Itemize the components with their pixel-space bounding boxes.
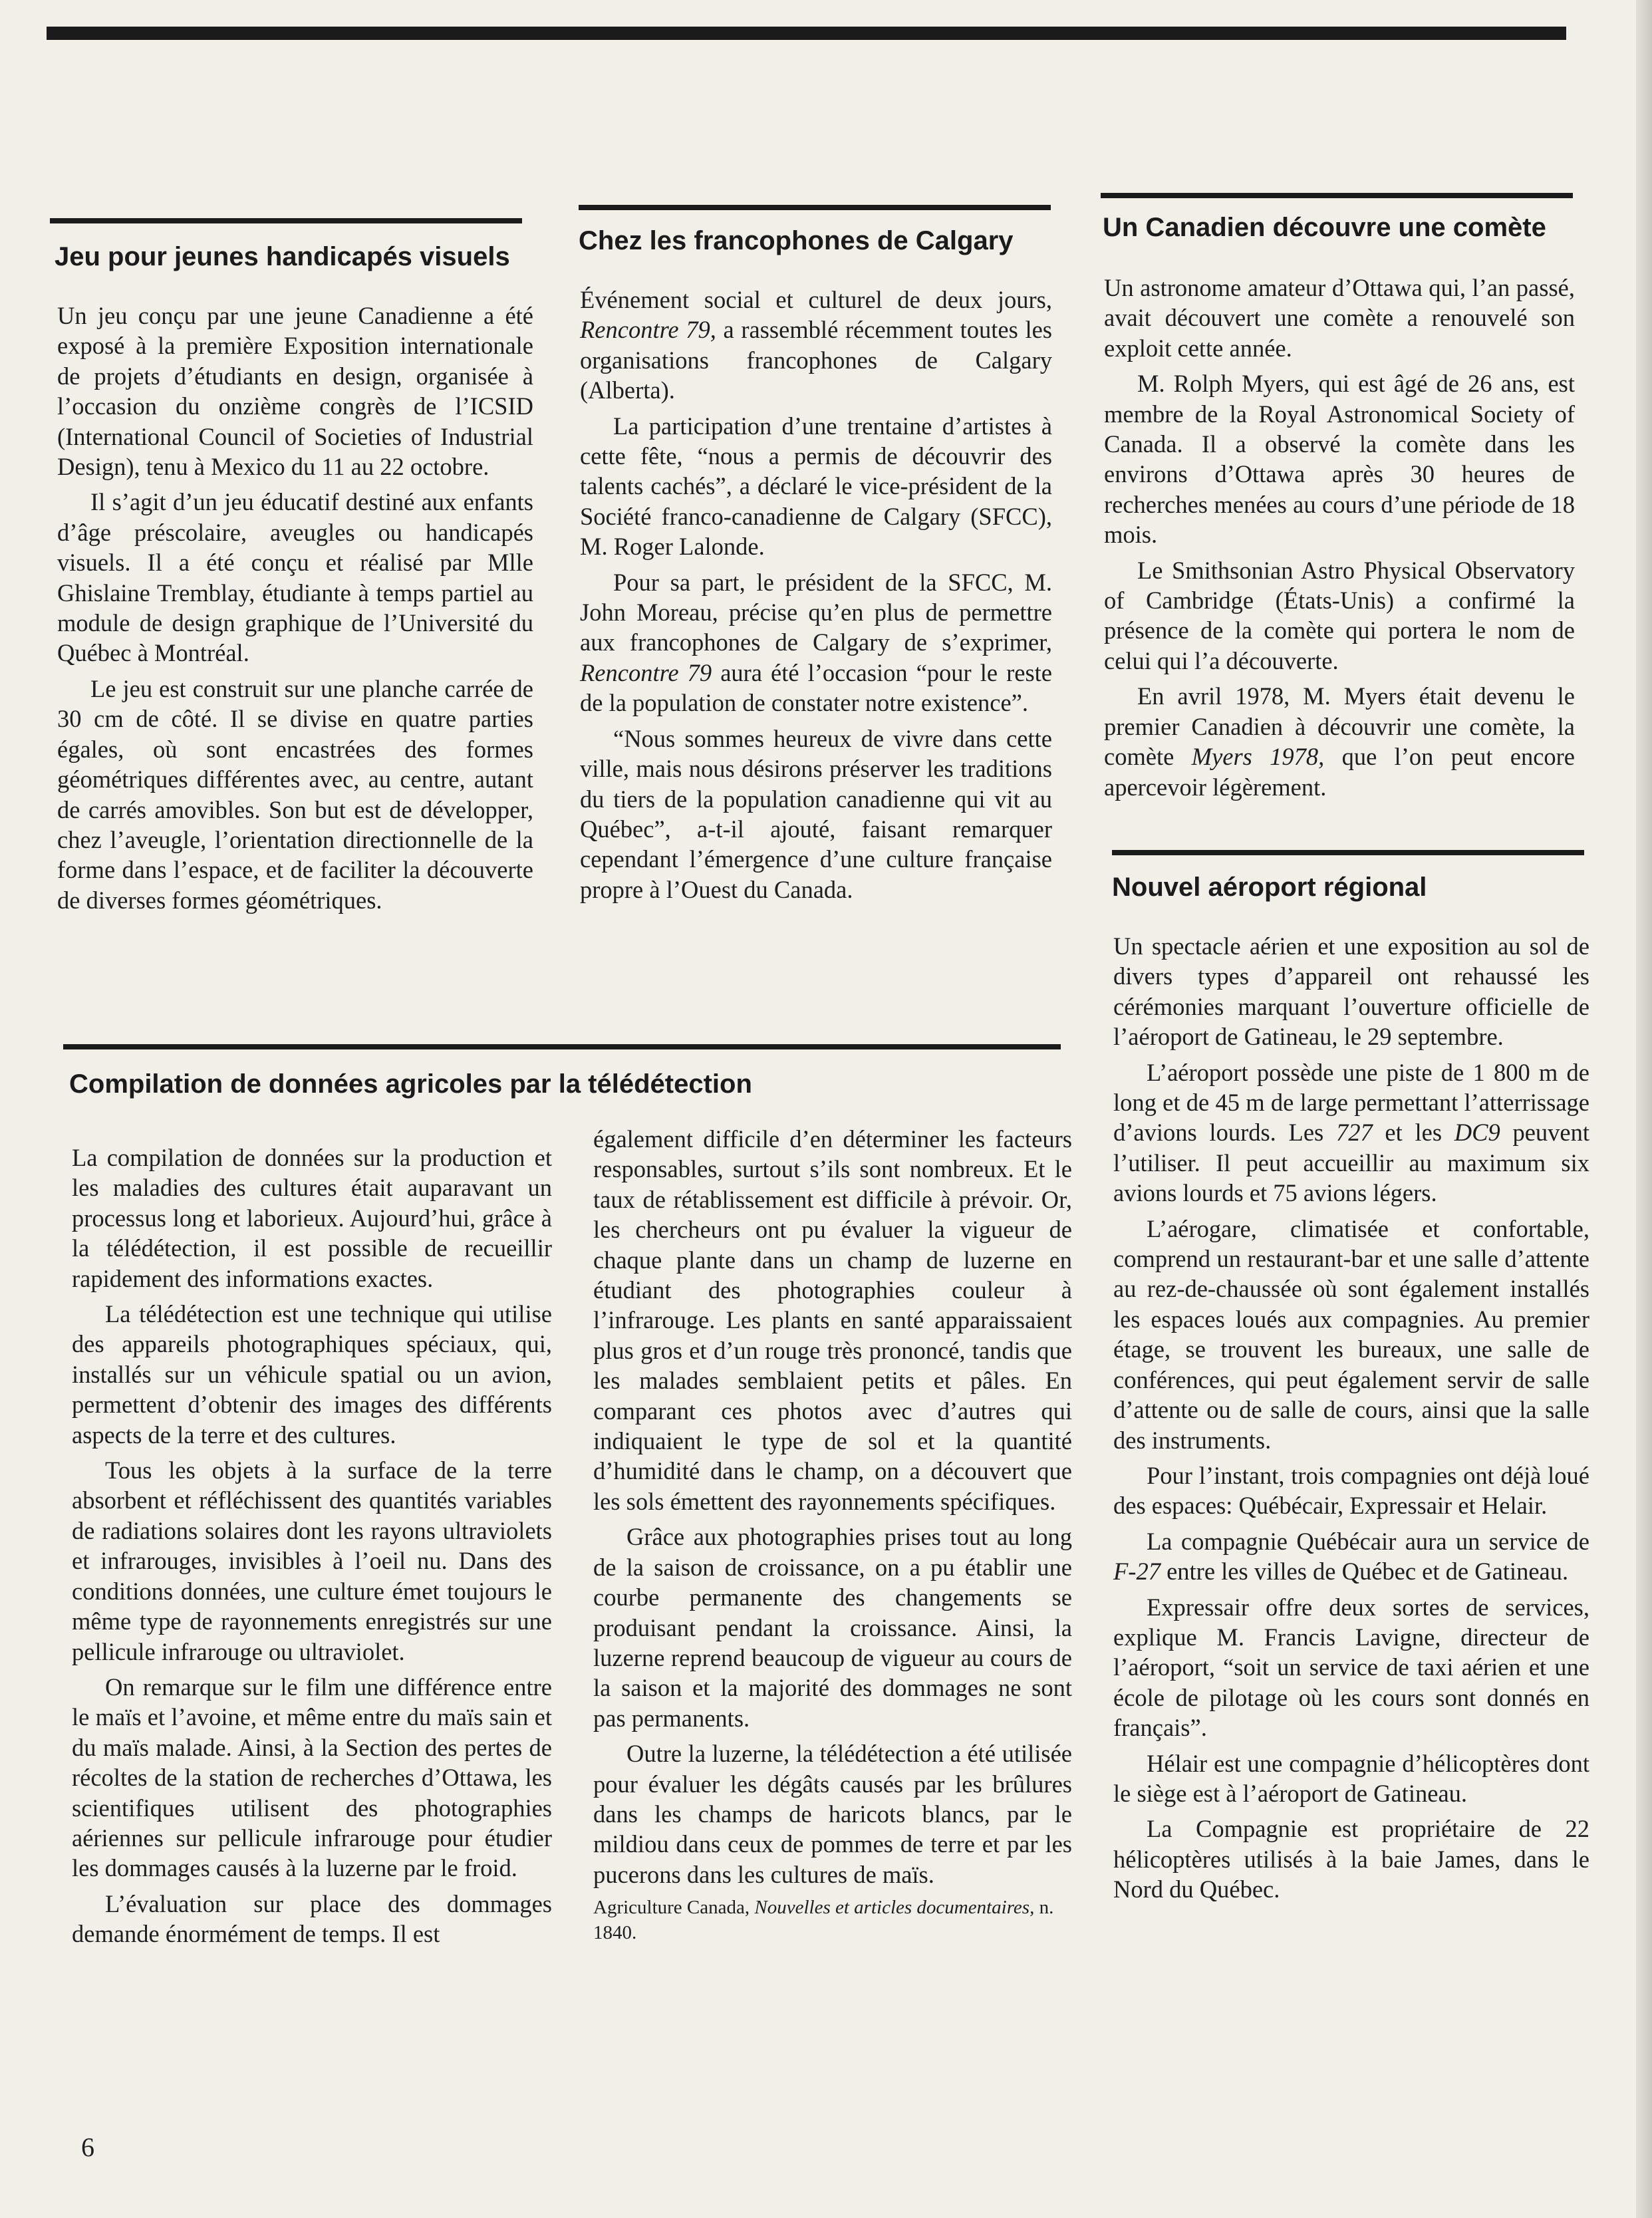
- paragraph: Le jeu est construit sur une planche carrée de 30 cm de côté. Il se divise en quatre parties égales, où sont encastrées des formes géométriques différentes avec, au centre, autant de carrés amovibles. Son but est de développer, chez l’aveugle, l’orientation directionnelle de la forme dans l’espace, et de faciliter la découverte de diverses formes géométriques.: [57, 674, 533, 914]
- paragraph: Le Smithsonian Astro Physical Observatory of Cambridge (États-Unis) a confirmé la présence de la comète qui portera le nom de celui qui l’a découverte.: [1104, 556, 1575, 674]
- article-title-aeroport: Nouvel aéroport régional: [1112, 873, 1427, 902]
- article-body-agricoles-col2: [593, 1124, 1072, 1951]
- paragraph: La télédétection est une technique qui utilise des appareils photographiques spéciaux, qui, installés sur un véhicule spatial ou un avion, permettent d’obtenir des images des différents aspects de la terre et des cultures.: [72, 1300, 552, 1449]
- paragraph: Il s’agit d’un jeu éducatif destiné aux enfants d’âge préscolaire, aveugles ou handicapés visuels. Il a été conçu et réalisé par Mlle Ghislaine Tremblay, étudiante à temps partiel au module de design graphique de l’Université du Québec à Montréal.: [57, 488, 533, 667]
- paragraph: Tous les objets à la surface de la terre absorbent et réfléchissent des quantités variables de radiations solaires dont les rayons ultraviolets et infrarouges, invisibles à l’oeil nu. Dans des conditions données, une culture émet toujours le même type de rayonnements enregistrés sur une pellicule infrarouge ou ultraviolet.: [72, 1456, 552, 1665]
- paragraph: Grâce aux photographies prises tout au long de la saison de croissance, on a pu établir une courbe permanente des changements se produisant pendant la croissance. Ainsi, la luzerne reprend beaucoup de vigueur au cours de la saison et la majorité des dommages ne sont pas permanents.: [593, 1523, 1072, 1732]
- article-rule-calgary: [579, 205, 1051, 210]
- paragraph: La compilation de données sur la production et les maladies des cultures était auparavant un processus long et laborieux. Aujourd’hui, grâce à la télédétection, il est possible de recueillir rapidement des informations exactes.: [72, 1144, 552, 1292]
- paragraph: L’aérogare, climatisée et confortable, comprend un restaurant-bar et une salle d’attente au rez-de-chaussée où sont également installés les espaces loués aux compagnies. Au premier étage, se trouvent les bureaux, une salle de conférences, qui peut également servir de salle d’attente ou de salle de cours, ainsi que la salle des instruments.: [1113, 1214, 1589, 1454]
- paragraph: En avril 1978, M. Myers était devenu le premier Canadien à découvrir une comète, la comète Myers 1978, que l’on peut encore apercevoir légèrement.: [1104, 682, 1576, 801]
- paragraph: Hélair est une compagnie d’hélicoptères dont le siège est à l’aéroport de Gatineau.: [1113, 1749, 1589, 1807]
- top-rule: [47, 27, 1566, 40]
- article-title-calgary: Chez les francophones de Calgary: [579, 226, 1014, 255]
- article-body-comete: [1104, 273, 1575, 807]
- paragraph: Expressair offre deux sortes de services, explique M. Francis Lavigne, directeur de l’aéroport, “soit un service de taxi aérien et une école de pilotage où les cours sont donnés en français”.: [1113, 1593, 1589, 1742]
- article-body-jeu: [57, 301, 533, 920]
- paragraph: “Nous sommes heureux de vivre dans cette ville, mais nous désirons préserver les traditions du tiers de la population canadienne qui vit au Québec”, a-t-il ajouté, faisant remarquer cependant l’émergence d’une culture française propre à l’Ouest du Canada.: [580, 724, 1052, 903]
- paragraph: Un spectacle aérien et une exposition au sol de divers types d’appareil ont rehaussé les cérémonies marquant l’ouverture officielle de l’aéroport de Gatineau, le 29 septembre.: [1113, 932, 1589, 1051]
- paragraph: Un jeu conçu par une jeune Canadienne a été exposé à la première Exposition internationale de projets d’étudiants en design, organisée à l’occasion du onzième congrès de l’ICSID (International Council of Societies of Industrial Design), tenu à Mexico du 11 au 22 octobre.: [57, 302, 533, 481]
- paragraph: On remarque sur le film une différence entre le maïs et l’avoine, et même entre du maïs sain et du maïs malade. Ainsi, à la Section des pertes de récoltes de la station de recherches d’Ottawa, les scientifiques utilisent des photographies aériennes sur pellicule infrarouge pour étudier les dommages causés à la luzerne par le froid.: [72, 1673, 552, 1882]
- paragraph: L’aéroport possède une piste de 1 800 m de long et de 45 m de large permettant l’atterrissage d’avions lourds. Les 727 et les DC9 peuvent l’utiliser. Il peut accueillir au maximum six avions lourds et 75 avions légers.: [1113, 1058, 1589, 1207]
- paragraph: La Compagnie est propriétaire de 22 hélicoptères utilisés à la baie James, dans le Nord du Québec.: [1113, 1815, 1589, 1903]
- paragraph: La participation d’une trentaine d’artistes à cette fête, “nous a permis de découvrir des talents cachés”, a déclaré le vice-président de la Société franco-canadienne de Calgary (SFCC), M. Roger Lalonde.: [580, 412, 1052, 561]
- article-rule-jeu: [50, 218, 522, 223]
- paragraph: La compagnie Québécair aura un service de F-27 entre les villes de Québec et de Gatineau.: [1113, 1527, 1589, 1586]
- paragraph: Un astronome amateur d’Ottawa qui, l’an passé, avait découvert une comète a renouvelé son exploit cette année.: [1104, 274, 1575, 362]
- article-body-aeroport: [1113, 931, 1589, 1910]
- paragraph: Pour sa part, le président de la SFCC, M. John Moreau, précise qu’en plus de permettre aux francophones de Calgary de s’exprimer, Rencontre 79 aura été l’occasion “pour le reste de la population de constater notre existence”.: [580, 568, 1053, 717]
- article-rule-agricoles: [63, 1044, 1061, 1049]
- page-number: 6: [81, 2132, 94, 2162]
- article-body-agricoles-col1: [72, 1143, 552, 1955]
- article-title-jeu: Jeu pour jeunes handicapés visuels: [55, 242, 510, 271]
- paragraph: Pour l’instant, trois compagnies ont déjà loué des espaces: Québécair, Expressair et Helair.: [1113, 1461, 1589, 1520]
- page-binding-edge: [1636, 0, 1652, 2218]
- article-body-calgary: [580, 285, 1052, 910]
- article-rule-comete: [1101, 193, 1573, 198]
- paragraph: Événement social et culturel de deux jours, Rencontre 79, a rassemblé récemment toutes les organisations francophones de Calgary (Alberta).: [580, 286, 1052, 404]
- article-rule-aeroport: [1112, 850, 1584, 855]
- paragraph: Outre la luzerne, la télédétection a été utilisée pour évaluer les dégâts causés par les brûlures dans les champs de haricots blancs, par le mildiou dans ceux de pommes de terre et par les pucerons dans les cultures de maïs.: [593, 1740, 1072, 1888]
- article-title-agricoles: Compilation de données agricoles par la télédétection: [69, 1069, 752, 1099]
- paragraph: également difficile d’en déterminer les facteurs responsables, surtout s’ils sont nombreux. Et le taux de rétablissement est difficile à prévoir. Or, les chercheurs ont pu évaluer la vigueur de chaque plante dans un champ de luzerne en étudiant des photographies couleur à l’infrarouge. Les plants en santé apparaissaient plus gros et d’un rouge très prononcé, tandis que les malades semblaient petits et pâles. En comparant ces photos avec d’autres qui indiquaient le type de sol et la quantité d’humidité dans le champ, on a découvert que les sols émettent des rayonnements spécifiques.: [593, 1125, 1072, 1515]
- paragraph: L’évaluation sur place des dommages demande énormément de temps. Il est: [72, 1889, 552, 1948]
- article-title-comete: Un Canadien découvre une comète: [1103, 213, 1546, 242]
- paragraph: M. Rolph Myers, qui est âgé de 26 ans, est membre de la Royal Astronomical Society of Canada. Il a observé la comète dans les environs d’Ottawa après 30 heures de recherches menées au cours d’une période de 18 mois.: [1104, 370, 1575, 549]
- article-credit: Agriculture Canada, Nouvelles et articles documentaires, n. 1840.: [593, 1897, 1054, 1944]
